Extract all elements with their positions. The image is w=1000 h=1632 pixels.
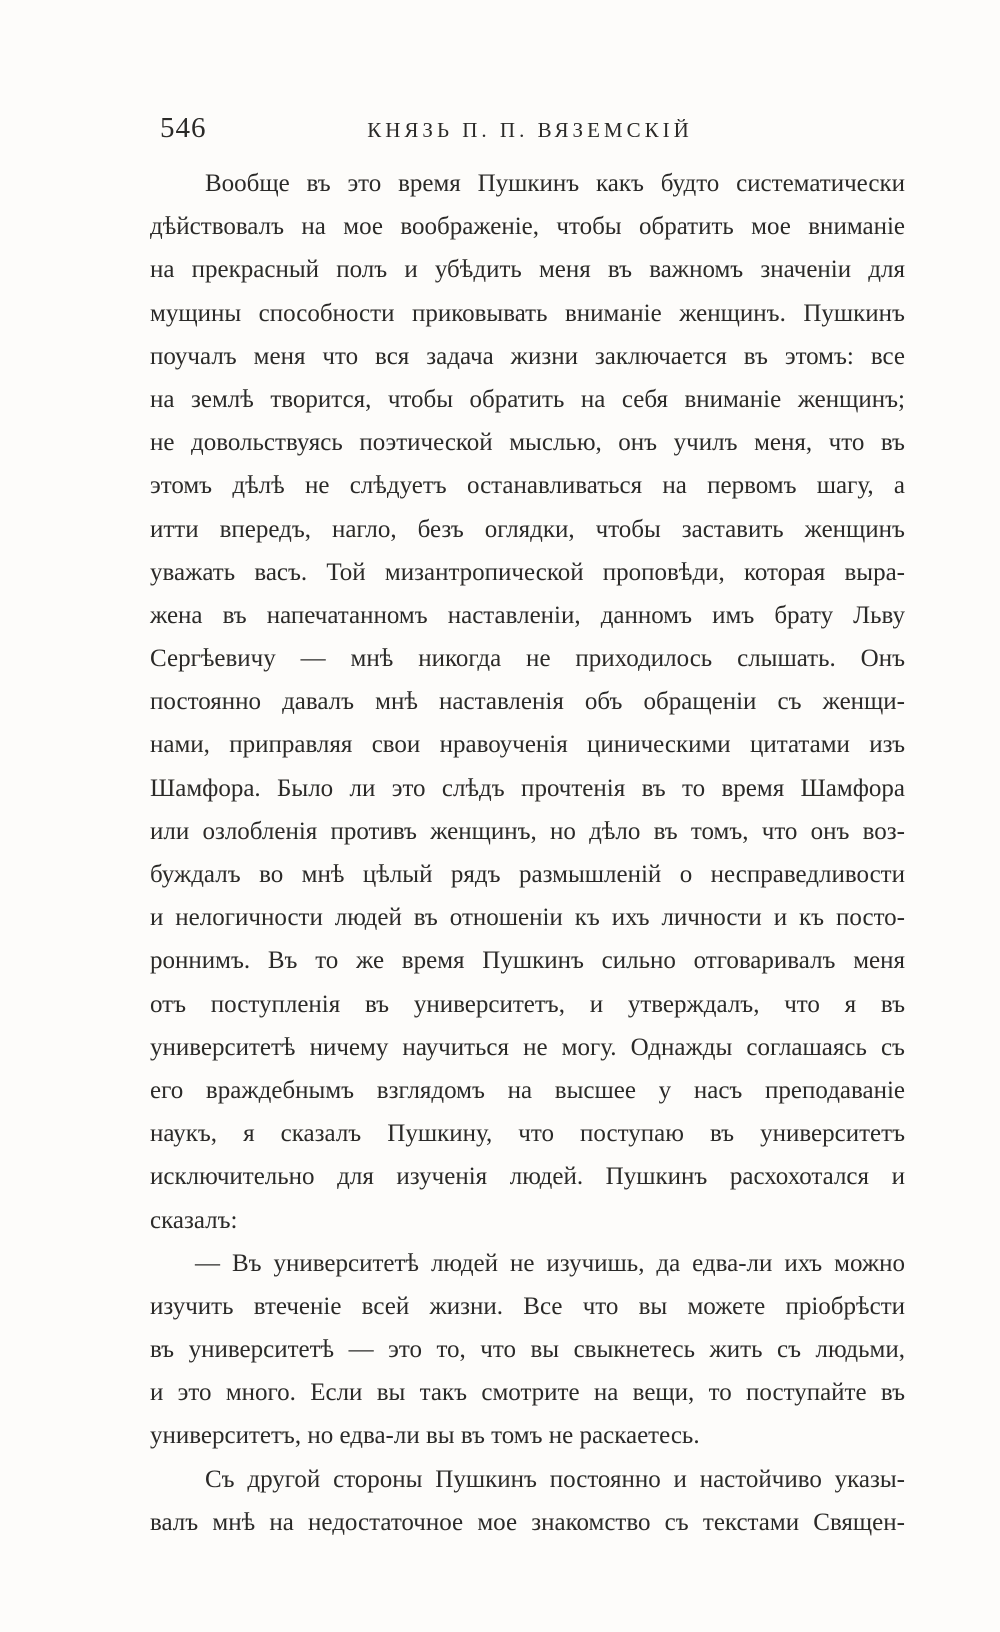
text-line: Сергѣевичу — мнѣ никогда не приходилось слышать. Онъ <box>150 645 905 673</box>
text-line: и нелогичности людей въ отношеніи къ ихъ личности и къ посто- <box>150 904 905 932</box>
text-line: на прекрасный полъ и убѣдить меня въ важномъ значеніи для <box>150 256 905 284</box>
text-line: изучить втеченіе всей жизни. Все что вы можете пріобрѣсти <box>150 1292 905 1320</box>
text-line: и это много. Если вы такъ смотрите на вещи, то поступайте въ <box>150 1379 905 1407</box>
text-line: мущины способности приковывать вниманіе женщинъ. Пушкинъ <box>150 299 905 327</box>
text-line: не довольствуясь поэтической мыслью, онъ училъ меня, что въ <box>150 429 905 457</box>
text-line: сказалъ: <box>150 1206 238 1234</box>
text-line: жена въ напечатанномъ наставленіи, данномъ имъ брату Льву <box>150 601 905 629</box>
text-line: отъ поступленія въ университетъ, и утверждалъ, что я въ <box>150 990 905 1018</box>
text-line: его враждебнымъ взглядомъ на высшее у насъ преподаваніе <box>150 1076 905 1104</box>
text-line: итти впередъ, нагло, безъ оглядки, чтобы заставить женщинъ <box>150 515 905 543</box>
text-line: постоянно давалъ мнѣ наставленія объ обращеніи съ женщи- <box>150 688 905 716</box>
text-line: дѣйствовалъ на мое воображеніе, чтобы обратить мое вниманіе <box>150 213 905 241</box>
text-line: поучалъ меня что вся задача жизни заключается въ этомъ: все <box>150 342 905 370</box>
text-line: университетъ, но едва-ли вы въ томъ не раскаетесь. <box>150 1422 700 1450</box>
page-header <box>160 112 900 152</box>
running-title: КНЯЗЬ П. П. ВЯЗЕМСКІЙ <box>367 118 693 142</box>
text-line: нами, приправляя свои нравоученія циническими цитатами изъ <box>150 731 905 759</box>
text-line: — Въ университетѣ людей не изучишь, да едва-ли ихъ можно <box>195 1249 905 1277</box>
text-line: валъ мнѣ на недостаточное мое знакомство съ текстами Священ- <box>150 1508 905 1536</box>
text-line: или озлобленія противъ женщинъ, но дѣло въ томъ, что онъ воз- <box>150 817 905 845</box>
text-line: роннимъ. Въ то же время Пушкинъ сильно отговаривалъ меня <box>150 947 905 975</box>
text-line: Шамфора. Было ли это слѣдъ прочтенія въ то время Шамфора <box>150 774 905 802</box>
text-line: исключительно для изученія людей. Пушкинъ расхохотался и <box>150 1163 905 1191</box>
text-line: этомъ дѣлѣ не слѣдуетъ останавливаться на первомъ шагу, а <box>150 472 905 500</box>
text-line: буждалъ во мнѣ цѣлый рядъ размышленій о несправедливости <box>150 861 905 888</box>
text-line: на землѣ творится, чтобы обратить на себя вниманіе женщинъ; <box>150 385 905 413</box>
page-number: 546 <box>160 112 207 144</box>
text-line: университетѣ ничему научиться не могу. Однажды соглашаясь съ <box>150 1033 905 1061</box>
text-line: Вообще въ это время Пушкинъ какъ будто систематически <box>205 170 905 197</box>
text-line: Съ другой стороны Пушкинъ постоянно и настойчиво указы- <box>205 1465 905 1493</box>
text-line: уважать васъ. Той мизантропической проповѣди, которая выра- <box>150 558 905 586</box>
text-line: наукъ, я сказалъ Пушкину, что поступаю въ университетъ <box>150 1120 905 1148</box>
body-text <box>150 162 905 1544</box>
text-line: въ университетѣ — это то, что вы свыкнетесь жить съ людьми, <box>150 1336 905 1364</box>
